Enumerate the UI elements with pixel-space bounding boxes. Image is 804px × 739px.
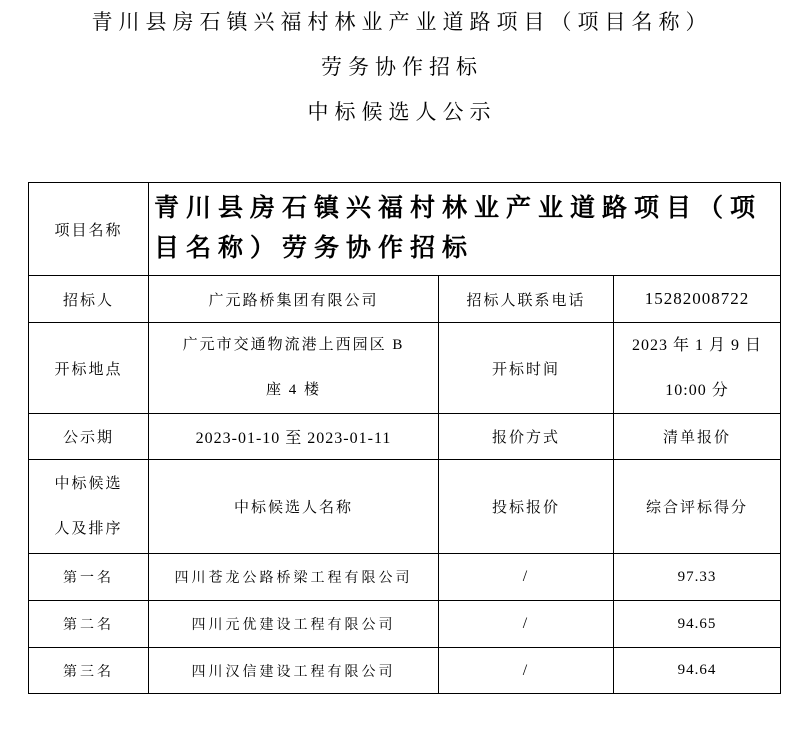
open-place-value-line-1: 广元市交通物流港上西园区 B (182, 337, 405, 353)
candidate-rank-header-line-1: 中标候选 (54, 475, 123, 492)
candidate-1-bid: / (439, 554, 614, 601)
project-name-label: 项目名称 (29, 183, 149, 276)
row-publicity-period (29, 414, 781, 460)
bidder-label: 招标人 (29, 276, 149, 323)
bidder-value: 广元路桥集团有限公司 (149, 276, 439, 323)
candidate-rank-header-line-2: 人及排序 (54, 520, 123, 537)
candidate-name-header: 中标候选人名称 (149, 460, 439, 554)
open-place-label: 开标地点 (29, 323, 149, 414)
candidate-3-score: 94.64 (614, 648, 781, 694)
candidate-1-score: 97.33 (614, 554, 781, 601)
row-candidate-header (29, 460, 781, 554)
quote-method-value: 清单报价 (614, 414, 781, 460)
title-line-candidate-publicity: 中标候选人公示 (307, 100, 497, 124)
candidate-bid-header: 投标报价 (439, 460, 614, 554)
candidate-score-header: 综合评标得分 (614, 460, 781, 554)
candidate-1-rank: 第一名 (29, 554, 149, 601)
publicity-period-value: 2023-01-10 至 2023-01-11 (149, 414, 439, 460)
candidate-1-name: 四川苍龙公路桥梁工程有限公司 (149, 554, 439, 601)
project-name-value (149, 183, 781, 276)
publicity-period-label: 公示期 (29, 414, 149, 460)
bidder-phone-label: 招标人联系电话 (439, 276, 614, 323)
candidate-2-rank: 第二名 (29, 601, 149, 648)
candidate-2-name: 四川元优建设工程有限公司 (149, 601, 439, 648)
project-name-value-line-1: 青川县房石镇兴福村林业产业道路项目（项 (154, 195, 763, 222)
candidate-2-bid: / (439, 601, 614, 648)
quote-method-label: 报价方式 (439, 414, 614, 460)
candidate-2-score: 94.65 (614, 601, 781, 648)
open-place-value (149, 323, 439, 414)
project-name-value-line-2: 目名称）劳务协作招标 (154, 235, 475, 262)
candidate-3-rank: 第三名 (29, 648, 149, 694)
candidate-3-bid: / (439, 648, 614, 694)
open-time-label: 开标时间 (439, 323, 614, 414)
row-project-name (29, 183, 781, 276)
open-time-value-line-2: 10:00 分 (665, 382, 729, 399)
bidder-phone-value: 15282008722 (614, 276, 781, 323)
candidate-rank-header (29, 460, 149, 554)
row-bidder (29, 276, 781, 323)
open-time-value-line-1: 2023 年 1 月 9 日 (631, 337, 762, 354)
open-place-value-line-2: 座 4 楼 (265, 382, 321, 398)
title-line-labor-bid: 劳务协作招标 (321, 55, 483, 79)
title-line-project: 青川县房石镇兴福村林业产业道路项目（项目名称） (91, 10, 713, 34)
bid-announcement-table (28, 182, 781, 694)
open-time-value (614, 323, 781, 414)
candidate-row-3 (29, 648, 781, 694)
candidate-row-1 (29, 554, 781, 601)
candidate-row-2 (29, 601, 781, 648)
candidate-3-name: 四川汉信建设工程有限公司 (149, 648, 439, 694)
row-bid-opening (29, 323, 781, 414)
document-title (0, 0, 804, 124)
